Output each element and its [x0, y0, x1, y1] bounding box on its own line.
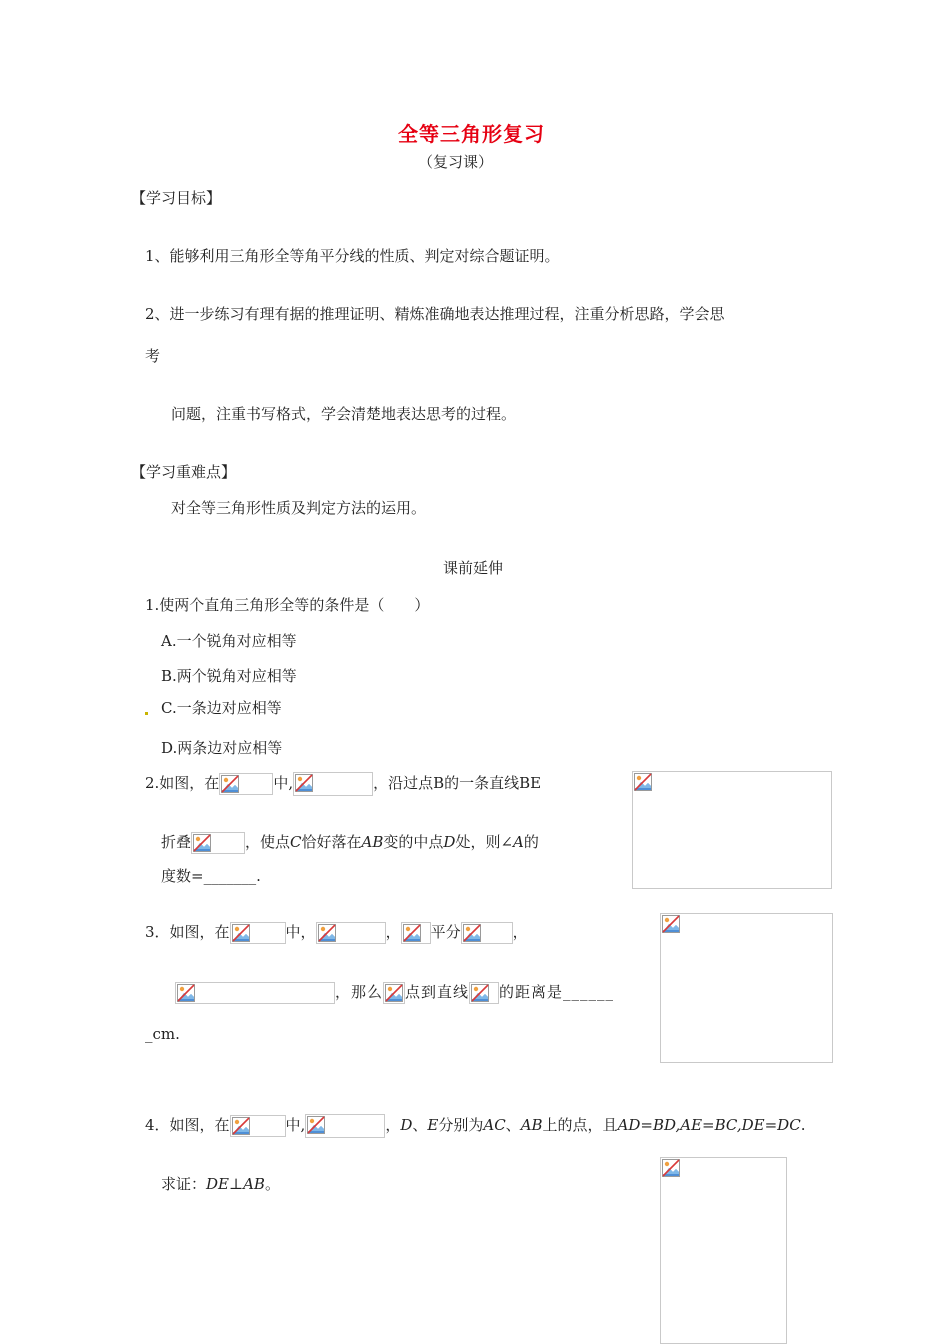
formula-image	[293, 772, 373, 796]
q4-text: 求证：	[161, 1175, 207, 1193]
objective-item-2: 2、进一步练习有理有据的推理证明、精炼准确地表达推理过程，注重分析思路，学会思	[145, 305, 725, 323]
q4-text: 、	[412, 1116, 428, 1134]
broken-image-icon	[662, 915, 680, 933]
q4-text: AD=BD,AE=BC,DE=DC	[617, 1116, 801, 1134]
q2-text: 处，则∠	[455, 833, 514, 851]
broken-image-icon	[471, 984, 489, 1002]
q4-line-1	[145, 1114, 805, 1138]
keypoints-heading: 【学习重难点】	[131, 463, 237, 481]
q4-text: 分别为	[438, 1116, 484, 1134]
q3-text: 3．如图，在	[145, 923, 230, 941]
q4-figure	[660, 1157, 787, 1344]
broken-image-icon	[385, 984, 403, 1002]
broken-image-icon	[295, 774, 313, 792]
page-subtitle: （复习课）	[418, 153, 494, 171]
q4-text: 、	[505, 1116, 521, 1134]
q4-text: 。	[264, 1175, 280, 1193]
broken-image-icon	[232, 1117, 250, 1135]
q4-text: .	[800, 1116, 806, 1134]
q3-text: 点到直线	[405, 983, 470, 1001]
formula-image	[469, 982, 499, 1004]
stray-dot	[145, 712, 148, 715]
q4-text: 4．如图，在	[145, 1116, 230, 1134]
q4-text: AB	[520, 1116, 543, 1134]
q2-text: ，沿过点B的一条直线BE	[373, 774, 542, 792]
formula-image	[401, 922, 431, 944]
q2-text: C	[290, 833, 302, 851]
q2-line-3: 度数=_______.	[161, 867, 261, 885]
objective-item-2-cont2: 问题，注重书写格式，学会清楚地表达思考的过程。	[171, 405, 517, 423]
q4-text: DE⊥AB	[206, 1175, 265, 1193]
broken-image-icon	[463, 924, 481, 942]
formula-image	[191, 832, 245, 854]
broken-image-icon	[177, 984, 195, 1002]
keypoints-text: 对全等三角形性质及判定方法的运用。	[171, 499, 427, 517]
q3-text: ，	[512, 923, 528, 941]
q4-text: D	[400, 1116, 413, 1134]
q2-text: ，使点	[245, 833, 291, 851]
q1-option-b: B.两个锐角对应相等	[161, 667, 297, 685]
q3-figure	[660, 913, 833, 1063]
q4-text: AC	[483, 1116, 506, 1134]
q1-option-d: D.两条边对应相等	[161, 739, 283, 757]
broken-image-icon	[634, 773, 652, 791]
broken-image-icon	[221, 775, 239, 793]
q3-line-2	[175, 982, 614, 1004]
q2-text: A	[513, 833, 524, 851]
q2-text: 恰好落在	[301, 833, 362, 851]
formula-image	[230, 922, 286, 944]
broken-image-icon	[318, 924, 336, 942]
q3-line-3: _cm.	[145, 1025, 180, 1043]
broken-image-icon	[307, 1116, 325, 1134]
broken-image-icon	[662, 1159, 680, 1177]
q2-line-1	[145, 772, 541, 796]
page-title: 全等三角形复习	[398, 122, 545, 146]
q4-text: 上的点，且	[542, 1116, 618, 1134]
q4-line-2	[161, 1174, 280, 1194]
formula-image	[230, 1115, 286, 1137]
q3-line-1	[145, 922, 528, 944]
q2-text: 2.如图，在	[145, 774, 220, 792]
q2-text: 中,	[273, 774, 294, 792]
broken-image-icon	[193, 834, 211, 852]
q1-stem: 1.使两个直角三角形全等的条件是（ ）	[145, 596, 430, 614]
q2-text: D	[443, 833, 456, 851]
q2-text: 变的中点	[383, 833, 444, 851]
formula-image	[175, 982, 335, 1004]
q2-text: 的	[523, 833, 539, 851]
objectives-heading: 【学习目标】	[131, 189, 222, 207]
section-heading: 课前延伸	[443, 559, 504, 577]
q4-text: 中,	[285, 1116, 306, 1134]
objective-item-1: 1、能够利用三角形全等角平分线的性质、判定对综合题证明。	[145, 247, 560, 265]
q3-text: 平分	[430, 923, 461, 941]
q4-text: E	[427, 1116, 439, 1134]
q2-line-2	[161, 832, 539, 854]
q2-text: AB	[361, 833, 384, 851]
q3-text: 中，	[285, 923, 316, 941]
q2-text: 折叠	[161, 833, 192, 851]
formula-image	[219, 773, 273, 795]
formula-image	[305, 1114, 385, 1138]
formula-image	[461, 922, 513, 944]
q3-text: ，	[385, 923, 401, 941]
broken-image-icon	[232, 924, 250, 942]
q2-figure	[632, 771, 832, 889]
formula-image	[383, 982, 405, 1004]
formula-image	[316, 922, 386, 944]
objective-item-2-cont: 考	[145, 347, 161, 365]
q3-text: ，那么	[335, 983, 384, 1001]
q3-text: 的距离是______	[499, 983, 615, 1001]
q1-option-a: A.一个锐角对应相等	[161, 632, 297, 650]
q1-option-c: C.一条边对应相等	[161, 699, 282, 717]
q4-text: ，	[385, 1116, 401, 1134]
broken-image-icon	[403, 924, 421, 942]
